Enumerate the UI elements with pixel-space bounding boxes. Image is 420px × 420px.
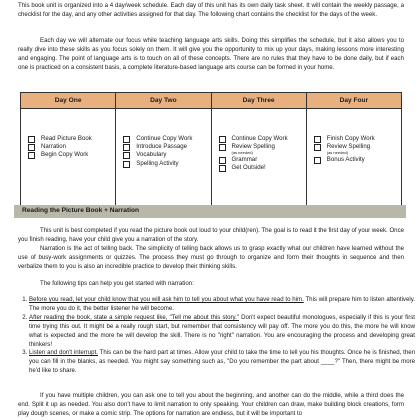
day-two-header: Day Two <box>116 93 211 109</box>
tip-body: This will prepare him to listen attentively. The more you do it, the better listener he will become. <box>29 296 416 312</box>
checklist-item: Finish Copy Work <box>314 135 401 143</box>
intro-paragraph-2: Each day we will alternate our focus while teaching language arts skills. Doing this simplifies the schedule, but it also allows you to really dive into these skills as you focus solely on them. It will give you the opportunity to mix up your days, making lessons more interesting and engaging. The point of language arts is to touch on all of these concepts. There are no rules that they have to be done daily, but if each one is practiced on a consistent basis, a complete literature-based language arts course can be formed in your home. <box>18 37 404 71</box>
tips-intro: The following tips can help you get started with narration: <box>40 280 194 287</box>
weekly-schedule-table <box>20 92 402 209</box>
checkbox-icon[interactable] <box>219 136 226 143</box>
checklist-item: Bonus Activity <box>314 156 401 164</box>
tip-item <box>29 349 415 376</box>
checkbox-icon[interactable] <box>314 136 321 143</box>
section-paragraph-2: Narration is the act of telling back. The simplicity of telling back allows us to grasp exactly what our children have learned without the use of busy-work assignments or quizzes. The process they must go through to organize and form their thoughts in sequence and then verbalize them to you is also an incredible practice to develop their thinking skills. <box>18 245 404 270</box>
day-two-checklist <box>123 135 210 168</box>
day-three-header: Day Three <box>211 93 306 109</box>
day-four-checklist <box>314 135 401 164</box>
checkbox-icon[interactable] <box>219 157 226 164</box>
checklist-item: Begin Copy Work <box>28 151 115 159</box>
day-four-header: Day Four <box>306 93 401 109</box>
tip-item <box>29 314 415 350</box>
checklist-item: Introduce Passage <box>123 143 210 151</box>
tip-body: This can be the hard part at times. Allow your child to take the time to tell you his thoughts. Once he is finished, then you can fill in the blanks, as needed. You might say something such as, "Do you remember the part about ____?" Then, there might be more he'd like to share. <box>29 349 415 375</box>
checkbox-icon[interactable] <box>28 152 35 159</box>
checklist-item: Review Spelling (as needed) <box>219 143 306 156</box>
tip-lead: Listen and don't interrupt. <box>29 349 98 357</box>
as-needed-note: (as needed) <box>326 150 349 156</box>
checkbox-icon[interactable] <box>123 144 130 151</box>
as-needed-note: (as needed) <box>231 150 253 156</box>
checkbox-icon[interactable] <box>123 136 130 143</box>
checklist-item: Continue Copy Work <box>219 135 306 143</box>
checklist-item: Read Picture Book <box>28 135 115 143</box>
day-two-cell <box>116 109 211 209</box>
tip-item <box>29 296 415 314</box>
checklist-item: Vocabulary <box>123 151 210 159</box>
checkbox-icon[interactable] <box>314 157 321 164</box>
final-paragraph: If you have multiple children, you can ask one to tell you about the beginning, and another can do the middle, while a third does the end. Split it up as needed. You also don't have to limit narration to only speaking. Your children can draw, make building block creations, form play dough scenes, or make a comic strip. The options for narration are endless, but it will be important to <box>18 392 404 417</box>
section-heading-bar <box>14 205 406 218</box>
checklist-item: Narration <box>28 143 115 151</box>
checklist-item: Continue Copy Work <box>123 135 210 143</box>
checkbox-icon[interactable] <box>28 144 35 151</box>
tip-lead: Before you read, let your child know that you will ask him to tell you about what you have read to him. <box>29 296 304 303</box>
tip-lead: After reading the book, state a simple request like, "Tell me about this story." <box>29 313 239 321</box>
checklist-item: Grammar <box>219 156 306 164</box>
day-three-cell <box>211 109 306 209</box>
checklist-item: Review Spelling (as needed) <box>314 143 401 156</box>
checklist-item: Get Outside! <box>219 164 306 172</box>
section-title: Reading the Picture Book + Narration <box>22 207 140 214</box>
checklist-item: Spelling Activity <box>123 160 210 168</box>
day-one-checklist <box>28 135 115 160</box>
checkbox-icon[interactable] <box>28 136 35 143</box>
day-one-cell <box>21 109 116 209</box>
checkbox-icon[interactable] <box>123 161 130 168</box>
day-one-header: Day One <box>21 93 116 109</box>
narration-tips-list <box>18 296 415 376</box>
section-paragraph-1: This unit is best completed if you read the picture book out loud to your child(ren). The goal is to read it the first day of your week. Once you finish reading, have your child give you a narration of the story. <box>18 227 405 243</box>
checkbox-icon[interactable] <box>219 144 226 151</box>
checkbox-icon[interactable] <box>123 152 130 159</box>
checkbox-icon[interactable] <box>219 165 226 172</box>
intro-paragraph-1: This book unit is organized into a 4 day/week schedule. Each day of this unit has its own daily task sheet. It will contain the weekly passage, a checklist for the day, and any other activities assigned for that day. The following chart contains the checklist for the days of the week. <box>18 2 404 18</box>
tip-body: Don't expect beautiful monologues, especially if this is your first time trying this out. It might be a really rough start, but remember that consistency will pay off. The more you do this, the more he will know what is expected and the more he will develop the skill. There is no "right" narration. You are encouraging the process and developing great thinkers! <box>29 313 415 348</box>
day-four-cell <box>306 109 401 209</box>
checkbox-icon[interactable] <box>314 144 321 151</box>
day-three-checklist <box>219 135 306 172</box>
